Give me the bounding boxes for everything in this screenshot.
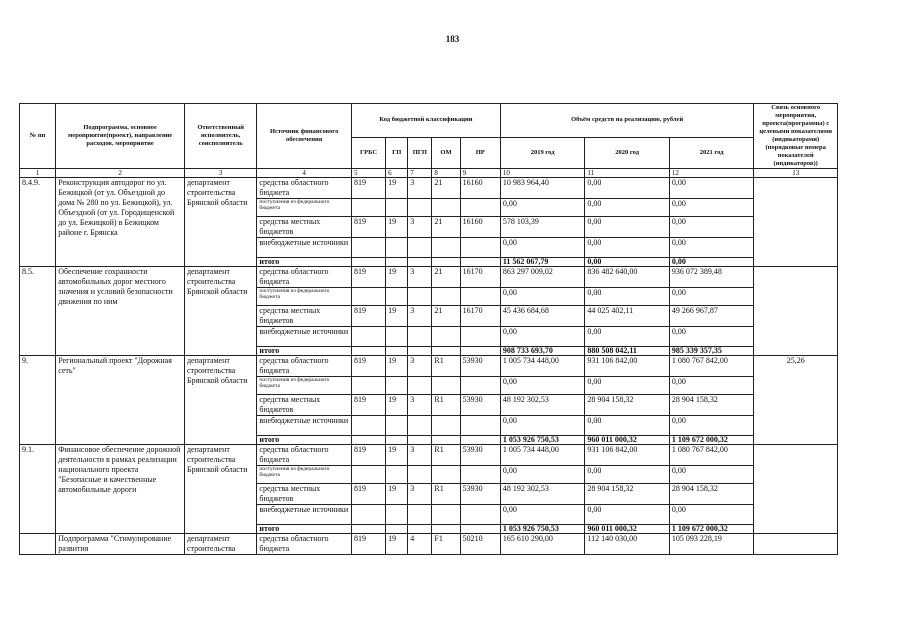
cell-y2021: 0,00 xyxy=(669,416,754,436)
block-responsible: департамент строительства Брянской области xyxy=(184,356,256,445)
total-empty-cell xyxy=(460,258,500,267)
table-body xyxy=(20,178,838,555)
total-empty-cell xyxy=(351,525,385,534)
cell-pgp xyxy=(408,416,432,436)
header-np: НР xyxy=(460,137,500,168)
column-number: 12 xyxy=(669,169,754,178)
cell-om: 21 xyxy=(432,217,460,238)
cell-y2021: 0,00 xyxy=(669,238,754,258)
cell-om: R1 xyxy=(432,395,460,416)
block-name: Финансовое обеспечение дорожной деятельности в рамках реализации национального проекта "Безопасные и качественные автомобильные дороги xyxy=(56,445,185,534)
cell-om: 21 xyxy=(432,267,460,288)
total-empty-cell xyxy=(460,436,500,445)
cell-om xyxy=(432,288,460,306)
cell-y2021: 0,00 xyxy=(669,327,754,347)
header-source: Источник финансового обеспечения xyxy=(257,104,352,169)
funding-source: внебюджетные источники xyxy=(257,327,352,347)
cell-gp xyxy=(386,466,408,484)
row-np: 50210 xyxy=(460,534,500,555)
header-gp: ГП xyxy=(386,137,408,168)
cell-y2020: 28 904 158,32 xyxy=(585,484,670,505)
block-indicator-link: 25,26 xyxy=(754,356,838,445)
funding-source: средства местных бюджетов xyxy=(257,217,352,238)
block-responsible: департамент строительства Брянской области xyxy=(184,178,256,267)
cell-np: 53930 xyxy=(460,395,500,416)
cell-gp: 19 xyxy=(386,395,408,416)
cell-gp: 19 xyxy=(386,267,408,288)
cell-y2019: 45 436 684,68 xyxy=(500,306,585,327)
total-label: итого xyxy=(257,258,352,267)
header-volume: Объём средств на реализацию, рублей xyxy=(500,104,754,138)
cell-grbs xyxy=(351,377,385,395)
table-header xyxy=(20,104,838,178)
cell-om: R1 xyxy=(432,356,460,377)
cell-y2020: 0,00 xyxy=(585,377,670,395)
cell-gp: 19 xyxy=(386,178,408,199)
block-indicator-link xyxy=(754,267,838,356)
cell-pgp: 3 xyxy=(408,484,432,505)
cell-gp xyxy=(386,327,408,347)
row-om: F1 xyxy=(432,534,460,555)
funding-source: средства местных бюджетов xyxy=(257,306,352,327)
cell-np xyxy=(460,238,500,258)
cell-om xyxy=(432,199,460,217)
total-empty-cell xyxy=(432,347,460,356)
table-row xyxy=(20,356,838,377)
column-number: 9 xyxy=(460,169,500,178)
cell-pgp xyxy=(408,377,432,395)
cell-grbs xyxy=(351,466,385,484)
cell-y2021: 0,00 xyxy=(669,178,754,199)
total-y2020: 960 011 000,32 xyxy=(585,525,670,534)
cell-y2019: 0,00 xyxy=(500,199,585,217)
block-responsible: департамент строительства Брянской области xyxy=(184,267,256,356)
total-empty-cell xyxy=(351,347,385,356)
cell-np: 16160 xyxy=(460,178,500,199)
cell-gp: 19 xyxy=(386,484,408,505)
cell-gp: 19 xyxy=(386,356,408,377)
cell-gp: 19 xyxy=(386,217,408,238)
cell-y2021: 28 904 158,32 xyxy=(669,484,754,505)
cell-y2021: 936 072 389,48 xyxy=(669,267,754,288)
cell-pgp xyxy=(408,288,432,306)
table-row xyxy=(20,445,838,466)
funding-source: средства областного бюджета xyxy=(257,178,352,199)
cell-np: 16160 xyxy=(460,217,500,238)
header-num: № пп xyxy=(20,104,56,169)
cell-np: 53930 xyxy=(460,484,500,505)
cell-grbs: 819 xyxy=(351,395,385,416)
row-source: средства областного бюджета xyxy=(257,534,352,555)
header-2020: 2020 год xyxy=(585,137,670,168)
cell-gp: 19 xyxy=(386,306,408,327)
cell-y2020: 0,00 xyxy=(585,199,670,217)
total-empty-cell xyxy=(386,525,408,534)
cell-grbs: 819 xyxy=(351,356,385,377)
cell-y2019: 10 983 964,40 xyxy=(500,178,585,199)
cell-grbs xyxy=(351,416,385,436)
total-y2020: 960 011 000,32 xyxy=(585,436,670,445)
row-grbs: 819 xyxy=(351,534,385,555)
cell-om xyxy=(432,377,460,395)
row-2020: 112 140 030,00 xyxy=(585,534,670,555)
header-link: Связь основного мероприятия, проекта(программы) с целевыми показателями (индикаторами) (порядковые номера показателей (индикаторов)) xyxy=(754,104,838,169)
funding-source: средства областного бюджета xyxy=(257,267,352,288)
total-label: итого xyxy=(257,347,352,356)
cell-y2020: 0,00 xyxy=(585,505,670,525)
cell-grbs: 819 xyxy=(351,217,385,238)
table-row xyxy=(20,534,838,555)
total-empty-cell xyxy=(351,258,385,267)
total-empty-cell xyxy=(408,347,432,356)
cell-y2019: 0,00 xyxy=(500,416,585,436)
cell-grbs xyxy=(351,505,385,525)
column-number: 10 xyxy=(500,169,585,178)
total-empty-cell xyxy=(460,525,500,534)
block-number: 8.4.9. xyxy=(20,178,56,267)
cell-np xyxy=(460,288,500,306)
cell-gp xyxy=(386,416,408,436)
cell-np xyxy=(460,416,500,436)
column-number: 3 xyxy=(184,169,256,178)
column-number: 1 xyxy=(20,169,56,178)
cell-y2020: 836 482 640,00 xyxy=(585,267,670,288)
block-number: 9.1. xyxy=(20,445,56,534)
cell-y2021: 0,00 xyxy=(669,288,754,306)
block-name: Обеспечение сохранности автомобильных дорог местного значения и условий безопасности движения по ним xyxy=(56,267,185,356)
cell-y2020: 0,00 xyxy=(585,238,670,258)
cell-y2020: 44 025 402,11 xyxy=(585,306,670,327)
cell-np xyxy=(460,377,500,395)
total-y2021: 985 339 357,35 xyxy=(669,347,754,356)
block-name: Региональный проект "Дорожная сеть" xyxy=(56,356,185,445)
cell-y2020: 0,00 xyxy=(585,178,670,199)
funding-source: поступления из федерального бюджета xyxy=(257,199,352,217)
column-number: 5 xyxy=(351,169,385,178)
table-row xyxy=(20,267,838,288)
total-empty-cell xyxy=(408,258,432,267)
funding-source: внебюджетные источники xyxy=(257,505,352,525)
block-indicator-link xyxy=(754,445,838,534)
total-empty-cell xyxy=(460,347,500,356)
cell-grbs: 819 xyxy=(351,484,385,505)
cell-om xyxy=(432,505,460,525)
cell-y2019: 0,00 xyxy=(500,288,585,306)
header-2021: 2021 год xyxy=(669,137,754,168)
funding-source: внебюджетные источники xyxy=(257,238,352,258)
header-om: ОМ xyxy=(432,137,460,168)
funding-source: поступления из федерального бюджета xyxy=(257,288,352,306)
block-number: 9. xyxy=(20,356,56,445)
cell-grbs xyxy=(351,199,385,217)
row-name: Подпрограмма "Стимулирование развития xyxy=(56,534,185,555)
block-indicator-link xyxy=(754,178,838,267)
total-y2019: 1 053 926 750,53 xyxy=(500,525,585,534)
total-y2020: 880 508 042,11 xyxy=(585,347,670,356)
cell-np xyxy=(460,505,500,525)
cell-om: R1 xyxy=(432,445,460,466)
total-empty-cell xyxy=(408,525,432,534)
cell-y2021: 0,00 xyxy=(669,199,754,217)
column-number: 2 xyxy=(56,169,185,178)
cell-np xyxy=(460,466,500,484)
cell-pgp xyxy=(408,505,432,525)
cell-gp: 19 xyxy=(386,445,408,466)
column-number: 4 xyxy=(257,169,352,178)
cell-y2021: 0,00 xyxy=(669,377,754,395)
cell-np: 16170 xyxy=(460,306,500,327)
cell-y2019: 1 005 734 448,00 xyxy=(500,445,585,466)
cell-pgp xyxy=(408,238,432,258)
cell-y2019: 1 005 734 448,00 xyxy=(500,356,585,377)
header-pgp: ПГП xyxy=(408,137,432,168)
cell-y2019: 48 192 302,53 xyxy=(500,484,585,505)
cell-om: R1 xyxy=(432,484,460,505)
column-number: 6 xyxy=(386,169,408,178)
cell-pgp: 3 xyxy=(408,445,432,466)
row-responsible: департамент строительства xyxy=(184,534,256,555)
cell-om: 21 xyxy=(432,306,460,327)
cell-y2020: 28 904 158,32 xyxy=(585,395,670,416)
total-y2020: 0,00 xyxy=(585,258,670,267)
cell-om xyxy=(432,327,460,347)
cell-pgp xyxy=(408,466,432,484)
total-y2019: 1 053 926 750,53 xyxy=(500,436,585,445)
cell-om: 21 xyxy=(432,178,460,199)
block-number: 8.5. xyxy=(20,267,56,356)
total-y2021: 0,00 xyxy=(669,258,754,267)
cell-y2019: 0,00 xyxy=(500,238,585,258)
cell-grbs: 819 xyxy=(351,306,385,327)
block-name: Реконструкция автодорог по ул. Бежицкой (от ул. Объездной до дома № 280 по ул. Бежицкой), ул. Объездной (от ул. Городищенской до ул. Бежицкой) в Бежицком районе г. Брянска xyxy=(56,178,185,267)
cell-pgp xyxy=(408,327,432,347)
cell-y2021: 0,00 xyxy=(669,217,754,238)
column-number: 7 xyxy=(408,169,432,178)
cell-pgp: 3 xyxy=(408,178,432,199)
header-budget-code: Код бюджетной классификации xyxy=(351,104,500,138)
header-2019: 2019 год xyxy=(500,137,585,168)
total-empty-cell xyxy=(432,525,460,534)
cell-grbs xyxy=(351,327,385,347)
cell-gp xyxy=(386,505,408,525)
total-y2021: 1 109 672 000,32 xyxy=(669,436,754,445)
total-y2019: 11 562 067,79 xyxy=(500,258,585,267)
cell-pgp: 3 xyxy=(408,217,432,238)
cell-y2019: 578 103,39 xyxy=(500,217,585,238)
cell-np: 16170 xyxy=(460,267,500,288)
cell-y2021: 1 080 767 842,00 xyxy=(669,445,754,466)
cell-y2020: 0,00 xyxy=(585,327,670,347)
cell-om xyxy=(432,416,460,436)
cell-y2020: 931 106 842,00 xyxy=(585,356,670,377)
cell-om xyxy=(432,238,460,258)
total-label: итого xyxy=(257,436,352,445)
header-grbs: ГРБС xyxy=(351,137,385,168)
funding-source: поступления из федерального бюджета xyxy=(257,466,352,484)
cell-y2021: 49 266 967,87 xyxy=(669,306,754,327)
total-empty-cell xyxy=(351,436,385,445)
cell-y2019: 0,00 xyxy=(500,505,585,525)
funding-source: внебюджетные источники xyxy=(257,416,352,436)
column-number: 8 xyxy=(432,169,460,178)
row-2021: 105 093 228,19 xyxy=(669,534,754,555)
total-y2019: 908 733 693,70 xyxy=(500,347,585,356)
block-responsible: департамент строительства Брянской области xyxy=(184,445,256,534)
cell-pgp: 3 xyxy=(408,306,432,327)
cell-pgp: 3 xyxy=(408,267,432,288)
header-program: Подпрограмма, основное мероприятие(проект), направление расходов, мероприятие xyxy=(56,104,185,169)
total-empty-cell xyxy=(408,436,432,445)
cell-y2019: 0,00 xyxy=(500,466,585,484)
cell-gp xyxy=(386,238,408,258)
header-responsible: Ответственный исполнитель, соисполнитель xyxy=(184,104,256,169)
page-number: 183 xyxy=(445,34,460,44)
cell-gp xyxy=(386,199,408,217)
cell-y2019: 863 297 009,02 xyxy=(500,267,585,288)
budget-table xyxy=(19,103,838,555)
cell-grbs: 819 xyxy=(351,178,385,199)
cell-grbs xyxy=(351,288,385,306)
cell-y2021: 0,00 xyxy=(669,466,754,484)
cell-pgp: 3 xyxy=(408,395,432,416)
row-gp: 19 xyxy=(386,534,408,555)
cell-gp xyxy=(386,377,408,395)
cell-y2020: 0,00 xyxy=(585,416,670,436)
total-empty-cell xyxy=(432,436,460,445)
cell-np: 53930 xyxy=(460,356,500,377)
row-pgp: 4 xyxy=(408,534,432,555)
cell-grbs: 819 xyxy=(351,445,385,466)
column-number: 13 xyxy=(754,169,838,178)
cell-pgp: 3 xyxy=(408,356,432,377)
cell-y2020: 0,00 xyxy=(585,288,670,306)
cell-y2020: 931 106 842,00 xyxy=(585,445,670,466)
cell-grbs: 819 xyxy=(351,267,385,288)
cell-y2021: 0,00 xyxy=(669,505,754,525)
row-2019: 165 610 290,00 xyxy=(500,534,585,555)
table-row xyxy=(20,178,838,199)
cell-gp xyxy=(386,288,408,306)
total-empty-cell xyxy=(386,436,408,445)
cell-np xyxy=(460,199,500,217)
cell-y2020: 0,00 xyxy=(585,217,670,238)
total-empty-cell xyxy=(432,258,460,267)
column-number-row xyxy=(20,169,838,178)
funding-source: средства местных бюджетов xyxy=(257,484,352,505)
cell-y2021: 28 904 158,32 xyxy=(669,395,754,416)
total-empty-cell xyxy=(386,258,408,267)
column-number: 11 xyxy=(585,169,670,178)
row-link xyxy=(754,534,838,555)
funding-source: средства областного бюджета xyxy=(257,445,352,466)
cell-np: 53930 xyxy=(460,445,500,466)
row-num xyxy=(20,534,56,555)
cell-grbs xyxy=(351,238,385,258)
cell-np xyxy=(460,327,500,347)
funding-source: поступления из федерального бюджета xyxy=(257,377,352,395)
total-empty-cell xyxy=(386,347,408,356)
total-y2021: 1 109 672 000,32 xyxy=(669,525,754,534)
cell-pgp xyxy=(408,199,432,217)
funding-source: средства местных бюджетов xyxy=(257,395,352,416)
cell-y2021: 1 080 767 842,00 xyxy=(669,356,754,377)
total-label: итого xyxy=(257,525,352,534)
cell-y2019: 0,00 xyxy=(500,327,585,347)
cell-om xyxy=(432,466,460,484)
cell-y2019: 0,00 xyxy=(500,377,585,395)
cell-y2019: 48 192 302,53 xyxy=(500,395,585,416)
funding-source: средства областного бюджета xyxy=(257,356,352,377)
cell-y2020: 0,00 xyxy=(585,466,670,484)
